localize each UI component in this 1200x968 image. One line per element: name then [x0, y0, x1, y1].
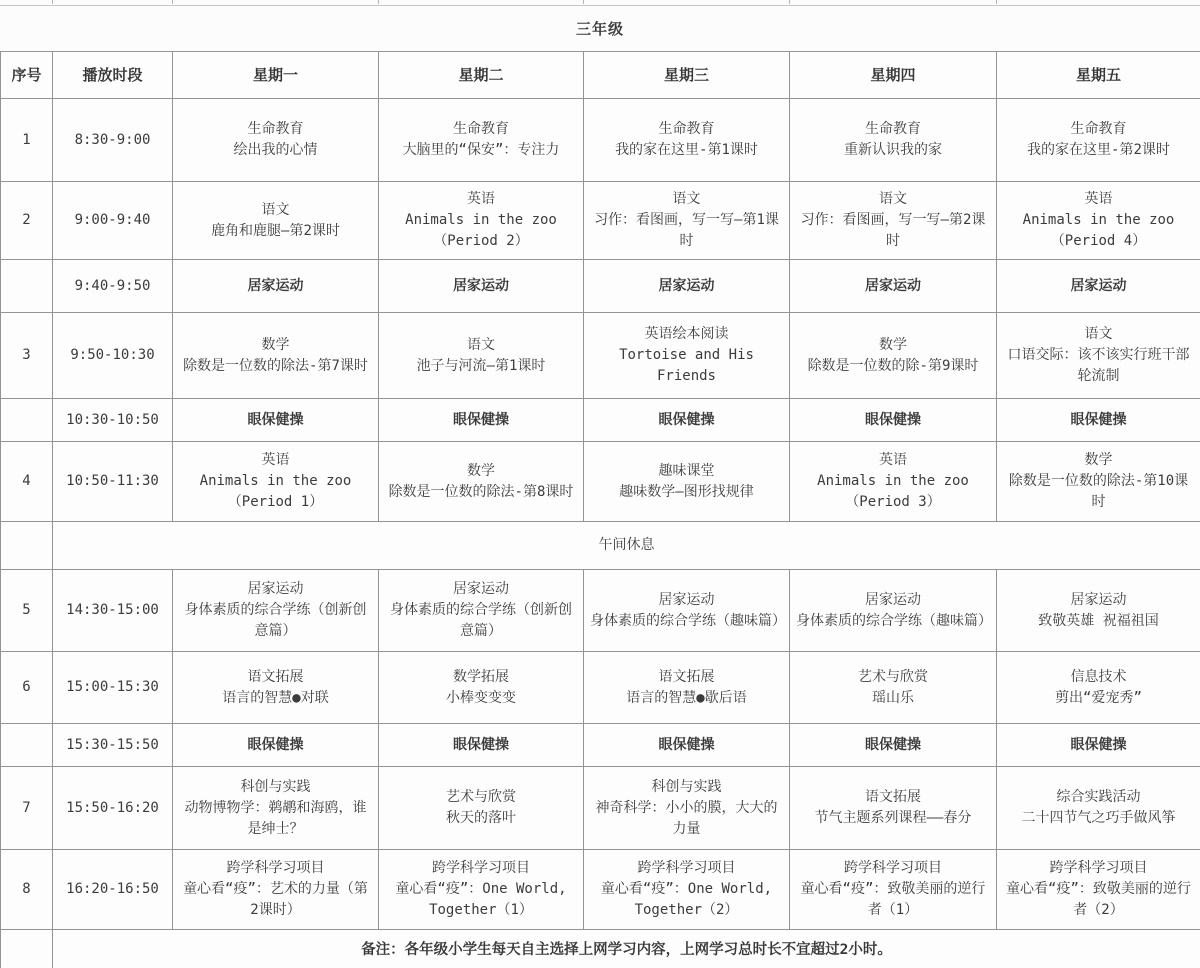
course-topic: 除数是一位数的除法-第8课时	[388, 483, 574, 500]
course-name: 语文	[879, 191, 907, 207]
course-topic: 除数是一位数的除法-第7课时	[183, 357, 368, 374]
time-cell: 14:30-15:00	[53, 570, 173, 652]
course-topic: 秋天的落叶	[446, 810, 516, 826]
row-number-cell	[1, 724, 53, 767]
break-activity-cell: 居家运动	[173, 260, 379, 313]
table-row	[1, 930, 1200, 968]
header-cell: 星期三	[584, 52, 790, 99]
table-row	[1, 652, 1200, 724]
course-name: 信息技术	[1070, 668, 1127, 685]
day-cell	[997, 99, 1200, 182]
day-cell	[584, 442, 790, 522]
course-name: 科创与实践	[240, 778, 311, 795]
course-topic: 口语交际：该不该实行班干部轮流制	[1007, 347, 1190, 384]
timetable	[0, 51, 1200, 968]
day-cell	[584, 313, 790, 399]
time-cell: 8:30-9:00	[53, 99, 173, 182]
course-topic: 童心看“疫”：艺术的力量（第2课时）	[183, 881, 368, 918]
course-topic: 身体素质的综合学练（创新创意篇）	[184, 602, 367, 639]
course-topic: 我的家在这里-第1课时	[615, 142, 758, 158]
time-cell: 9:00-9:40	[53, 182, 173, 260]
time-cell: 10:30-10:50	[53, 399, 173, 442]
day-cell	[584, 652, 790, 724]
course-topic: 身体素质的综合学练（趣味篇）	[590, 612, 786, 629]
remnant-gridline	[172, 0, 173, 4]
day-cell	[790, 313, 997, 399]
table-row	[1, 399, 1200, 442]
remnant-gridline	[583, 0, 584, 4]
course-name: 数学拓展	[453, 668, 509, 685]
row-number-cell: 7	[1, 767, 53, 850]
course-name: 生命教育	[247, 121, 304, 137]
course-name: 居家运动	[865, 591, 921, 608]
break-activity-cell: 眼保健操	[173, 724, 379, 767]
course-topic: Tortoise and His Friends	[619, 347, 754, 384]
course-name: 语文	[261, 201, 290, 218]
break-activity-cell: 眼保健操	[584, 724, 790, 767]
course-topic: 身体素质的综合学练（趣味篇）	[796, 612, 992, 629]
day-cell	[173, 652, 379, 724]
remnant-gridline	[996, 0, 997, 4]
course-topic: 神奇科学：小小的膜，大大的力量	[595, 799, 778, 837]
header-cell: 星期四	[790, 52, 997, 99]
course-name: 艺术与欣赏	[446, 789, 516, 805]
course-topic: 语言的智慧●歇后语	[626, 689, 747, 706]
course-name: 语文拓展	[865, 789, 921, 805]
course-topic: 趣味数学—图形找规律	[619, 483, 754, 500]
row-number-cell: 3	[1, 313, 53, 399]
page-title: 三年级	[575, 20, 624, 38]
day-cell	[997, 767, 1200, 850]
course-name: 英语绘本阅读	[644, 326, 729, 342]
course-topic: 习作：看图画，写一写—第2课时	[800, 212, 986, 249]
day-cell	[584, 570, 790, 652]
table-row	[1, 182, 1200, 260]
course-name: 数学	[467, 462, 495, 479]
header-cell: 星期五	[997, 52, 1200, 99]
day-cell	[584, 182, 790, 260]
table-row	[1, 313, 1200, 399]
table-row	[1, 442, 1200, 522]
day-cell	[173, 182, 379, 260]
course-topic: 剪出“爱宠秀”	[1055, 689, 1142, 706]
course-topic: 二十四节气之巧手做风筝	[1021, 810, 1176, 826]
course-topic: 童心看“疫”：One World, Together（1）	[395, 881, 567, 918]
break-activity-cell: 眼保健操	[997, 399, 1200, 442]
day-cell	[790, 99, 997, 182]
course-name: 数学	[261, 336, 290, 353]
course-topic: 鹿角和鹿腿—第2课时	[211, 222, 340, 239]
day-cell	[997, 570, 1200, 652]
course-name: 生命教育	[1070, 121, 1127, 137]
row-number-cell: 6	[1, 652, 53, 724]
course-name: 生命教育	[865, 121, 921, 137]
day-cell	[173, 442, 379, 522]
day-cell	[997, 442, 1200, 522]
course-name: 数学	[1084, 452, 1113, 468]
day-cell	[790, 767, 997, 850]
table-top-remnant	[0, 0, 1200, 6]
row-number-cell: 2	[1, 182, 53, 260]
course-name: 跨学科学习项目	[637, 860, 736, 876]
day-cell	[379, 182, 584, 260]
day-cell	[790, 442, 997, 522]
header-cell: 播放时段	[53, 52, 173, 99]
table-row	[1, 522, 1200, 570]
day-cell	[584, 767, 790, 850]
break-activity-cell: 眼保健操	[584, 399, 790, 442]
course-topic: 语言的智慧●对联	[222, 689, 329, 706]
day-cell	[790, 850, 997, 930]
course-name: 跨学科学习项目	[844, 860, 942, 876]
course-name: 居家运动	[247, 581, 304, 597]
course-topic: 瑶山乐	[872, 689, 914, 706]
course-topic: 童心看“疫”：One World, Together（2）	[600, 881, 773, 918]
day-cell	[173, 767, 379, 850]
course-name: 生命教育	[658, 121, 715, 137]
note-cell: 备注：各年级小学生每天自主选择上网学习内容，上网学习总时长不宜超过2小时。	[53, 930, 1200, 968]
course-topic: 身体素质的综合学练（创新创意篇）	[390, 602, 572, 639]
day-cell	[584, 850, 790, 930]
break-activity-cell: 眼保健操	[379, 399, 584, 442]
time-cell: 10:50-11:30	[53, 442, 173, 522]
row-number-cell: 5	[1, 570, 53, 652]
course-topic: 除数是一位数的除法-第10课时	[1008, 473, 1189, 510]
day-cell	[997, 850, 1200, 930]
day-cell	[173, 313, 379, 399]
table-row	[1, 767, 1200, 850]
header-cell: 星期二	[379, 52, 584, 99]
course-name: 语文拓展	[658, 668, 715, 685]
row-number-cell: 8	[1, 850, 53, 930]
table-row	[1, 52, 1200, 99]
course-topic: 小棒变变变	[446, 689, 516, 706]
time-cell: 9:50-10:30	[53, 313, 173, 399]
course-name: 生命教育	[453, 121, 509, 137]
day-cell	[379, 99, 584, 182]
time-cell: 16:20-16:50	[53, 850, 173, 930]
day-cell	[584, 99, 790, 182]
course-topic: 习作：看图画，写一写—第1课时	[594, 212, 779, 249]
course-topic: 绘出我的心情	[233, 142, 318, 158]
remnant-gridline	[378, 0, 379, 4]
header-cell: 序号	[1, 52, 53, 99]
course-name: 科创与实践	[651, 778, 722, 795]
course-name: 语文拓展	[247, 668, 304, 685]
time-cell: 15:30-15:50	[53, 724, 173, 767]
course-name: 语文	[672, 191, 701, 207]
course-topic: 大脑里的“保安”：专注力	[402, 142, 560, 158]
course-name: 英语	[261, 452, 290, 468]
break-activity-cell: 居家运动	[584, 260, 790, 313]
course-name: 艺术与欣赏	[858, 668, 928, 685]
course-name: 数学	[879, 336, 907, 353]
course-topic: 童心看“疫”：致敬美丽的逆行者（1）	[800, 881, 986, 918]
course-topic: 动物博物学：鹈鹕和海鸥，谁是绅士？	[184, 799, 367, 837]
course-name: 居家运动	[658, 591, 715, 608]
table-row	[1, 99, 1200, 182]
break-activity-cell: 眼保健操	[790, 724, 997, 767]
day-cell	[173, 850, 379, 930]
course-name: 趣味课堂	[658, 462, 715, 479]
course-topic: 我的家在这里-第2课时	[1027, 142, 1170, 158]
day-cell	[790, 652, 997, 724]
day-cell	[997, 182, 1200, 260]
break-activity-cell: 眼保健操	[790, 399, 997, 442]
course-name: 居家运动	[453, 581, 509, 597]
course-name: 英语	[467, 191, 495, 207]
course-name: 语文	[1084, 326, 1113, 342]
day-cell	[379, 767, 584, 850]
day-cell	[379, 850, 584, 930]
course-topic: 池子与河流—第1课时	[416, 357, 546, 374]
course-name: 跨学科学习项目	[226, 860, 325, 876]
break-activity-cell: 眼保健操	[173, 399, 379, 442]
row-number-cell	[1, 930, 53, 968]
break-activity-cell: 眼保健操	[997, 724, 1200, 767]
course-name: 跨学科学习项目	[1049, 860, 1148, 876]
day-cell	[173, 570, 379, 652]
day-cell	[790, 570, 997, 652]
row-number-cell	[1, 522, 53, 570]
time-cell: 15:00-15:30	[53, 652, 173, 724]
course-topic: Animals in the zoo（Period 2）	[405, 212, 557, 249]
course-name: 居家运动	[1070, 591, 1127, 608]
table-row	[1, 260, 1200, 313]
table-row	[1, 724, 1200, 767]
day-cell	[997, 652, 1200, 724]
day-cell	[997, 313, 1200, 399]
break-activity-cell: 眼保健操	[379, 724, 584, 767]
day-cell	[379, 313, 584, 399]
break-activity-cell: 居家运动	[997, 260, 1200, 313]
course-topic: 除数是一位数的除-第9课时	[807, 357, 979, 374]
time-cell: 9:40-9:50	[53, 260, 173, 313]
row-number-cell	[1, 260, 53, 313]
header-cell: 星期一	[173, 52, 379, 99]
course-topic: Animals in the zoo（Period 3）	[817, 473, 969, 510]
course-name: 英语	[879, 452, 907, 468]
course-name: 综合实践活动	[1056, 789, 1141, 805]
day-cell	[379, 570, 584, 652]
row-number-cell	[1, 399, 53, 442]
day-cell	[379, 442, 584, 522]
time-cell: 15:50-16:20	[53, 767, 173, 850]
remnant-gridline	[52, 0, 53, 4]
course-topic: 致敬英雄 祝福祖国	[1038, 612, 1159, 629]
course-name: 跨学科学习项目	[432, 860, 530, 876]
course-topic: 节气主题系列课程——春分	[814, 810, 972, 826]
course-topic: 重新认识我的家	[844, 142, 942, 158]
break-activity-cell: 居家运动	[790, 260, 997, 313]
course-topic: Animals in the zoo（Period 4）	[1022, 212, 1175, 249]
table-row	[1, 850, 1200, 930]
course-topic: 童心看“疫”：致敬美丽的逆行者（2）	[1006, 881, 1191, 918]
noon-break-cell: 午间休息	[53, 522, 1200, 570]
day-cell	[379, 652, 584, 724]
table-row	[1, 570, 1200, 652]
day-cell	[173, 99, 379, 182]
course-name: 语文	[467, 336, 495, 353]
course-name: 英语	[1084, 191, 1113, 207]
day-cell	[790, 182, 997, 260]
row-number-cell: 4	[1, 442, 53, 522]
remnant-gridline	[789, 0, 790, 4]
break-activity-cell: 居家运动	[379, 260, 584, 313]
course-topic: Animals in the zoo（Period 1）	[199, 473, 352, 510]
row-number-cell: 1	[1, 99, 53, 182]
